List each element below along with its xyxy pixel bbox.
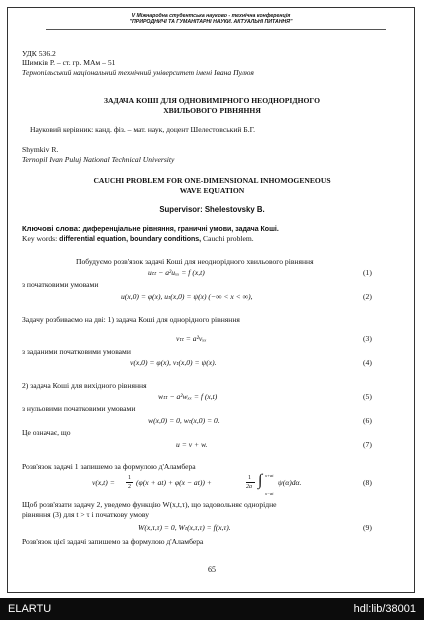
equation-8-lhs: v(x,t) = [92,478,115,487]
supervisor-ua: Науковий керівник: канд. фіз. – мат. наук, доцент Шелестовський Б.Г. [30,125,256,134]
keywords-en-bold: differential equation, boundary conditions, [57,236,202,243]
footer-repository-name: ELARTU [8,603,52,615]
affiliation-en: Ternopil Ivan Puluj National Technical University [22,155,175,164]
paragraph-5: 2) задача Коші для вихідного рівняння [22,381,147,390]
fraction-1-denominator: 2 [128,484,131,490]
title-ua-line1: ЗАДАЧА КОШІ ДЛЯ ОДНОВИМІРНОГО НЕОДНОРІДНОГО [104,96,320,105]
paragraph-3: Задачу розбиваємо на дві: 1) задача Коші для однорідного рівняння [22,315,240,324]
integral-sign: ∫ [258,472,263,489]
title-en-line2: WAVE EQUATION [179,186,245,195]
conference-header [8,13,414,25]
title-en-line1: CAUCHI PROBLEM FOR ONE-DIMENSIONAL INHOMOGENEOUS [93,176,331,185]
equation-7: u = v + w. [176,440,208,449]
supervisor-en: Supervisor: Shelestovsky B. [159,205,265,214]
equation-number-3: (3) [363,334,372,343]
equation-number-2: (2) [363,292,372,301]
footer-handle-link[interactable]: hdl:lib/38001 [353,603,416,615]
equation-number-9: (9) [363,523,372,532]
author-ua: Шимків Р. – ст. гр. МАм – 51 [22,58,116,67]
conference-header-line1: V Міжнародна студентська науково - технічна конференція [131,13,291,19]
equation-number-7: (7) [363,440,372,449]
page-number: 65 [208,565,216,574]
fraction-2-denominator: 2a [246,484,252,490]
paragraph-9-line1: Щоб розв'язати задачу 2, уведемо функцію W(x,t,τ), що задовольняє однорідне [22,500,277,509]
equation-1: uₜₜ − a²uₓₓ = f (x,t) [148,268,205,277]
equation-9: W(x,τ,τ) = 0, Wₜ(x,τ,τ) = f(x,τ). [138,523,231,532]
repository-footer [0,598,424,620]
affiliation-ua: Тернопільський національний технічний університет імені Івана Пулюя [22,68,254,77]
conference-header-line2: "ПРИРОДНИЧІ ТА ГУМАНІТАРНІ НАУКИ. АКТУАЛЬНІ ПИТАННЯ" [129,19,293,26]
equation-number-1: (1) [363,268,372,277]
author-en: Shymkiv R. [22,145,59,154]
fraction-1-numerator: 1 [128,475,131,481]
keywords-en-rest: Cauchi problem. [201,234,254,243]
paragraph-4: з заданими початковими умовами [22,347,131,356]
equation-4: v(x,0) = φ(x), vₜ(x,0) = ψ(x). [130,358,217,367]
equation-8-integrand: ψ(α)dα. [278,478,302,487]
equation-number-4: (4) [363,358,372,367]
keywords-ua-text: диференціальне рівняння, граничні умови, задача Коші. [80,226,279,233]
equation-3: vₜₜ = a²vₓₓ [176,334,207,343]
keywords-ua-label: Ключові слова: [22,224,81,233]
header-divider [46,29,386,30]
integral-lower-limit: x−at [265,491,274,496]
title-ua-line2: ХВИЛЬОВОГО РІВНЯННЯ [163,106,261,115]
equation-2: u(x,0) = φ(x), uₜ(x,0) = ψ(x) (−∞ < x < ∞), [121,292,253,301]
equation-8-middle: (φ(x + at) + φ(x − at)) + [136,478,212,487]
equation-number-6: (6) [363,416,372,425]
equation-number-5: (5) [363,392,372,401]
equation-6: w(x,0) = 0, wₜ(x,0) = 0. [148,416,220,425]
document-page [7,7,415,593]
paragraph-7: Це означає, що [22,428,71,437]
keywords-ua [22,224,279,234]
keywords-en [22,234,254,244]
paragraph-10: Розв'язок цієї задачі запишемо за формулою д'Аламбера [22,537,204,546]
fraction-2-numerator: 1 [248,475,251,481]
equation-number-8: (8) [363,478,372,487]
paragraph-1: Побудуємо розв'язок задачі Коші для неоднорідного хвильового рівняння [76,257,314,266]
keywords-en-label: Key words: [22,234,58,243]
equation-5: wₜₜ − a²wₓₓ = f (x,t) [158,392,218,401]
paragraph-9-line2: рівняння (3) для t > τ і початкову умову [22,510,150,519]
paragraph-2: з початковими умовами [22,280,99,289]
udc-code: УДК 536.2 [22,49,56,58]
paragraph-6: з нульовими початковими умовами [22,404,136,413]
integral-upper-limit: x+at [265,473,274,478]
paragraph-8: Розв'язок задачі 1 запишемо за формулою д'Аламбера [22,462,196,471]
